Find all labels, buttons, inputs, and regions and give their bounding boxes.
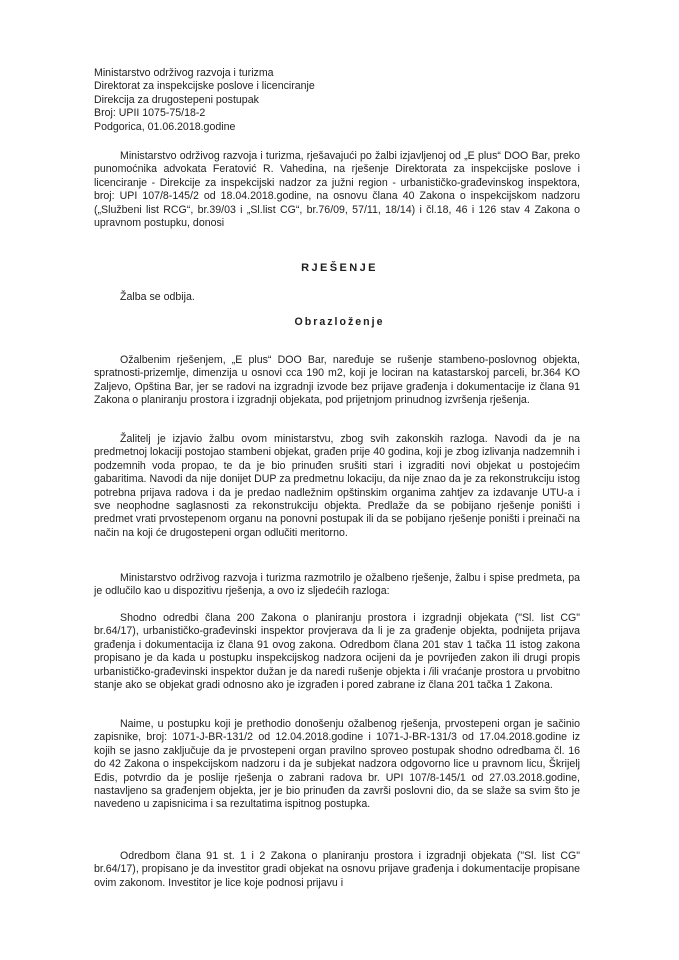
paragraph-ministry-review: Ministarstvo održivog razvoja i turizma razmotrilo je ožalbeno rješenje, žalbu i spise predmeta, pa je odlučilo kao u dispozitivu rješenja, a ovo iz sljedećih razloga: [94,572,580,598]
paragraph-appeal: Žalitelj je izjavio žalbu ovom ministarstvu, zbog svih zakonskih razloga. Navodi da je na predmetnoj lokaciji postojao stambeni objekat, građen prije 40 godina, koji je zbog izlivanja nadzemnih i podzemnih voda propao, te da je bio prinuđen srušiti stari i izgraditi novi objekat u postojećim gabaritima. Navodi da nije donijet DUP za predmetnu lokaciju, da nije znao da je za rekonstrukciju istog potrebna prijava radova i da je predao nadležnim opštinskim organima zahtjev za izdavanje UTU-a i sve neophodne saglasnosti za rekonstrukciju objekta. Predlaže da se pobijano rješenje poništi i predmet vrati prvostepenom organu na ponovni postupak ili da se pobijano rješenje poništi i preinači na način na koji će drugostepeni organ odlučiti meritorno. [94,433,580,539]
directorate-subdivision: Direkcija za drugostepeni postupak [94,93,259,106]
directorate-name: Direktorat za inspekcijske poslove i licenciranje [94,80,315,93]
place-and-date: Podgorica, 01.06.2018.godine [94,120,236,133]
paragraph-article-91: Odredbom člana 91 st. 1 i 2 Zakona o planiranju prostora i izgradnji objekata ("Sl. list CG" br.64/17), propisano je da investitor gradi objekat na osnovu prijave građenja i dokumentacije propisane ovim zakonom. Investitor je lice koje podnosi prijavu i [94,850,580,889]
paragraph-legal-basis: Shodno odredbi člana 200 Zakona o planiranju prostora i izgradnji objekata ("Sl. list CG" br.64/17), urbanističko-građevinski inspektor provjerava da li je za građenje objekta, podnijeta prijava građenja i dokumentacija iz člana 91 ovog zakona. Odredbom člana 201 stav 1 tačka 11 istog zakona propisano je da kada u postupku inspekcijskog nadzora ocijeni da je povrijeđen zakon ili drugi propis urbanističko-građevinski inspektor dužan je da naredi rušenje objekta i /ili vraćanje prostora u prvobitno stanje ako se objekat gradi odnosno ako je izgrađen i pored zabrane iz člana 201 tačka 1 Zakona. [94,612,580,692]
decision-statement: Žalba se odbija. [120,291,195,303]
paragraph-contested-decision: Ožalbenim rješenjem, „E plus“ DOO Bar, naređuje se rušenje stambeno-poslovnog objekta, spratnosti-prizemlje, dimenzija u osnovi cca 190 m2, koji je lociran na katastarskoj parceli, br.364 KO Zaljevo, Opština Bar, jer se radovi na izgradnji izvode bez prijave građenja i dokumentacije iz člana 91 Zakona o planiranju prostora i izgradnji objekata, pod prijetnjom prinudnog izvršenja rješenja. [94,354,580,407]
paragraph-procedure: Naime, u postupku koji je prethodio donošenju ožalbenog rješenja, prvostepeni organ je sačinio zapisnike, broj: 1071-J-BR-131/2 od 12.04.2018.godine i 1071-J-BR-131/3 od 17.04.2018.godine iz kojih se jasno zaključuje da je prvostepeni organ pravilno sproveo postupak shodno odredbama čl. 16 do 42 Zakona o inspekcijskom nadzoru i da je subjekat nadzora odgovorno lice u pravnom licu, Škrijelj Edis, potvrdio da je poslije rješenja o zabrani radova br. UPI 107/8-145/1 od 27.03.2018.godine, nastavljeno sa građenjem objekta, jer je bio prinuđen da završi poslovni dio, da se slaže sa svim što je navedeno u zapisnicima i sa rezultatima ispitnog postupka. [94,718,580,811]
reference-number: Broj: UPII 1075-75/18-2 [94,107,206,120]
decision-title: RJEŠENJE [301,262,378,274]
intro-paragraph: Ministarstvo održivog razvoja i turizma, rješavajući po žalbi izjavljenoj od „E plus“ DOO Bar, preko punomoćnika advokata Feratović R. Vahedina, na rješenje Direktorata za inspekcijske poslove i licenciranje - Direkcije za inspekcijski nadzor za južni region - urbanističko-građevinskog inspektora, broj: UPI 107/8-145/2 od 18.04.2018.godine, na osnovu člana 40 Zakona o inspekcijskom nadzoru („Službeni list RCG“, br.39/03 i „Sl.list CG“, br.76/09, 57/11, 18/14) i čl.18, 46 i 126 stav 4 Zakona o upravnom postupku, donosi [94,150,580,230]
reasoning-title: Obrazloženje [294,316,385,328]
document-header [94,67,315,134]
ministry-name: Ministarstvo održivog razvoja i turizma [94,67,274,79]
